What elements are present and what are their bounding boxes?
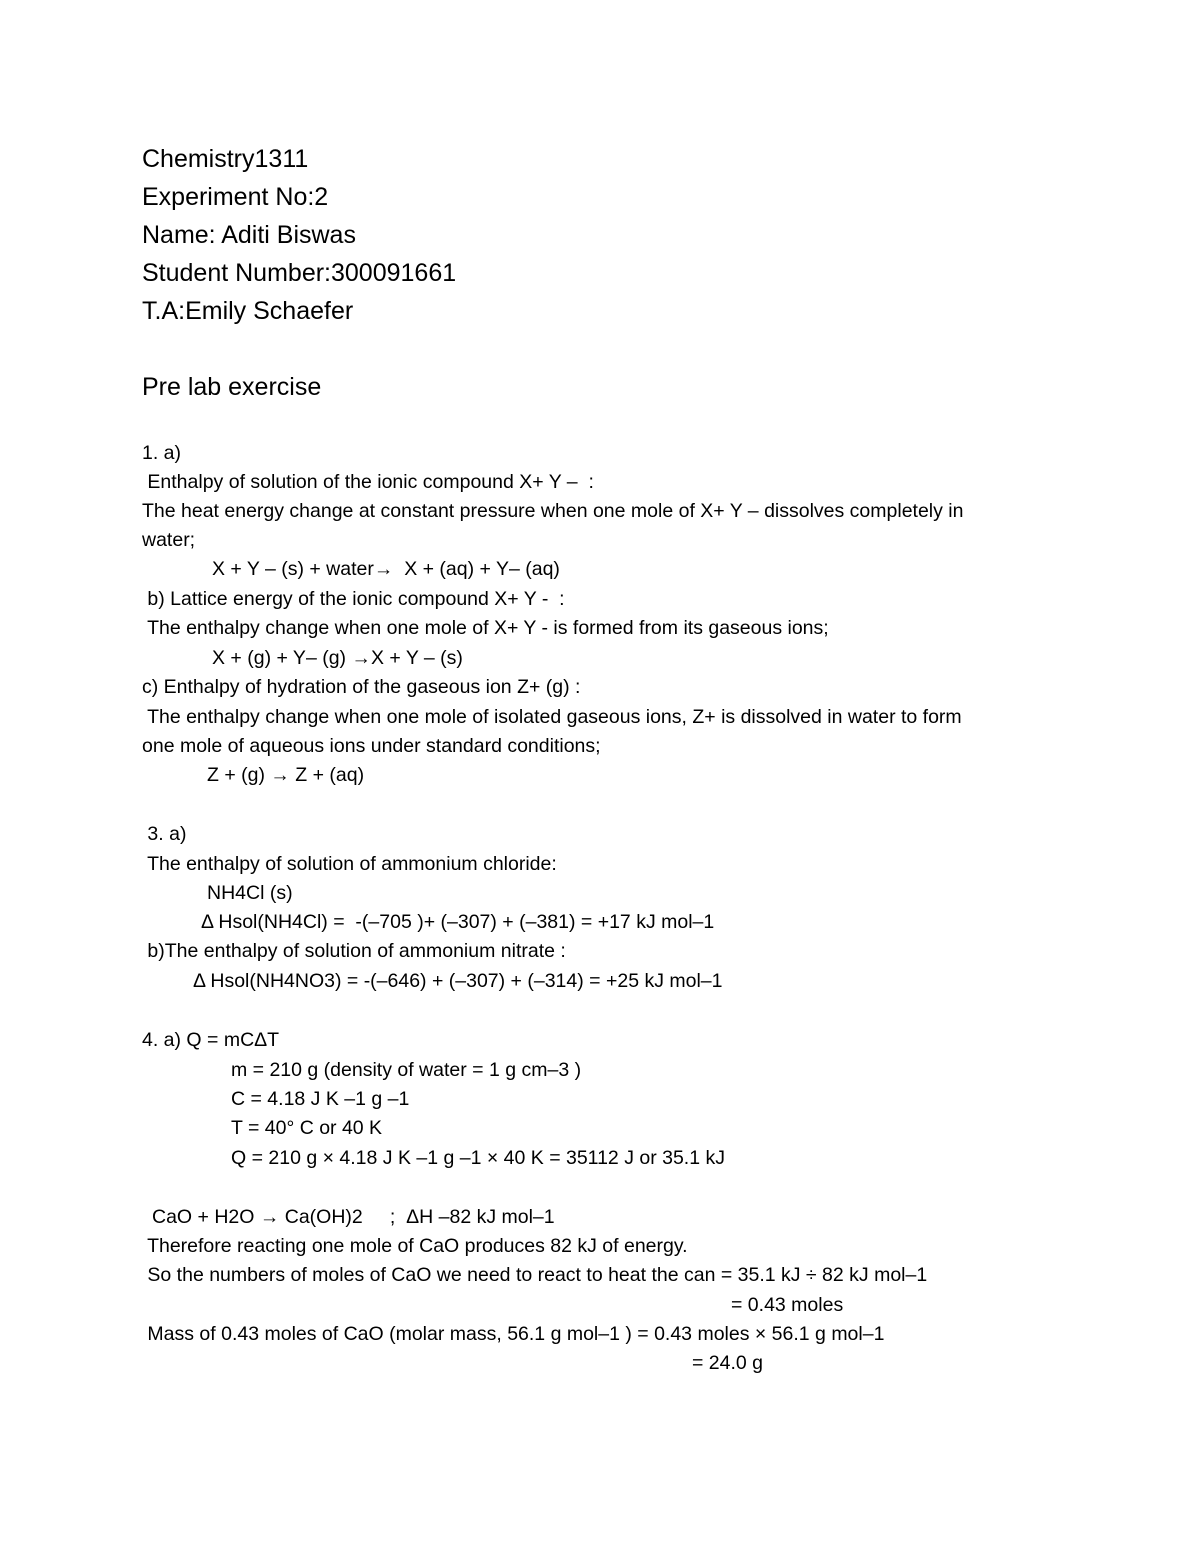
q4-heat-capacity: C = 4.18 J K –1 g –1 [231,1088,410,1110]
q1b-equation: X + (g) + Y– (g) →X + Y – (s) [212,647,463,669]
q4-moles-line: So the numbers of moles of CaO we need to react to heat the can = 35.1 kJ ÷ 82 kJ mol–1 [142,1264,928,1286]
q1a-title: Enthalpy of solution of the ionic compound X+ Y – : [142,471,594,493]
student-number: Student Number:300091661 [142,259,457,287]
experiment-number: Experiment No:2 [142,183,329,211]
q1a-definition-line1: The heat energy change at constant pressure when one mole of X+ Y – dissolves completely in [142,500,964,522]
course-title: Chemistry1311 [142,145,309,173]
q1-label: 1. a) [142,442,182,464]
q4-moles-result: = 0.43 moles [731,1294,844,1316]
q4-mass-result: = 24.0 g [692,1352,764,1374]
q3a-compound: NH4Cl (s) [207,882,293,904]
q1a-equation: X + Y – (s) + water→ X + (aq) + Y– (aq) [212,558,560,580]
section-title: Pre lab exercise [142,373,322,401]
teaching-assistant: T.A:Emily Schaefer [142,297,354,325]
q3-label: 3. a) [142,823,187,845]
q1c-title: c) Enthalpy of hydration of the gaseous ion Z+ (g) : [142,676,581,698]
q1b-definition: The enthalpy change when one mole of X+ Y - is formed from its gaseous ions; [142,617,829,639]
q3a-calculation: Δ Hsol(NH4Cl) = -(–705 )+ (–307) + (–381) = +17 kJ mol–1 [201,911,715,933]
q4-heat: Q = 210 g × 4.18 J K –1 g –1 × 40 K = 35112 J or 35.1 kJ [231,1147,725,1169]
q4-mass-line: Mass of 0.43 moles of CaO (molar mass, 56.1 g mol–1 ) = 0.43 moles × 56.1 g mol–1 [142,1323,885,1345]
q4-therefore: Therefore reacting one mole of CaO produces 82 kJ of energy. [142,1235,688,1257]
q1a-definition-line2: water; [142,529,196,551]
q3b-calculation: Δ Hsol(NH4NO3) = -(–646) + (–307) + (–314) = +25 kJ mol–1 [193,970,723,992]
q4-mass: m = 210 g (density of water = 1 g cm–3 ) [231,1059,582,1081]
q4-label: 4. a) Q = mCΔT [142,1029,280,1051]
q4-reaction: CaO + H2O → Ca(OH)2 ; ΔH –82 kJ mol–1 [152,1206,555,1228]
q4-temperature: T = 40° C or 40 K [231,1117,383,1139]
q1c-definition-line1: The enthalpy change when one mole of isolated gaseous ions, Z+ is dissolved in water to form [142,706,962,728]
q1c-equation: Z + (g) → Z + (aq) [207,764,365,786]
q3b-title: b)The enthalpy of solution of ammonium nitrate : [142,940,566,962]
q3a-title: The enthalpy of solution of ammonium chloride: [142,853,557,875]
q1b-title: b) Lattice energy of the ionic compound X+ Y - : [142,588,565,610]
q1c-definition-line2: one mole of aqueous ions under standard conditions; [142,735,601,757]
student-name: Name: Aditi Biswas [142,221,356,249]
